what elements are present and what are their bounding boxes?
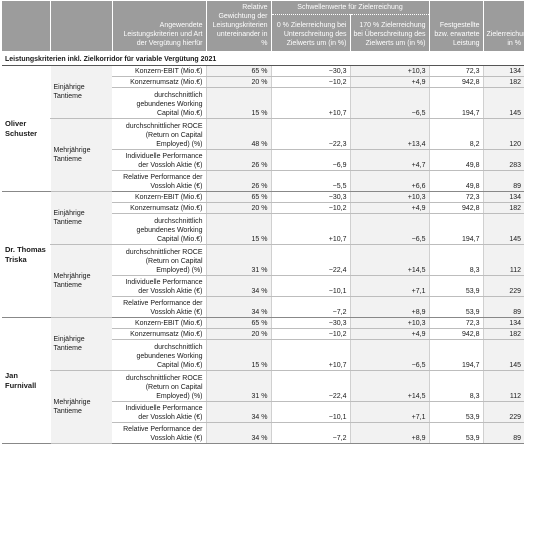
upper-threshold-cell: +6,6	[350, 171, 429, 192]
actual-value-cell: 53,9	[429, 276, 483, 297]
achievement-cell: 283	[483, 150, 524, 171]
actual-value-cell: 53,9	[429, 402, 483, 423]
lower-threshold-cell: −5,5	[271, 171, 350, 192]
achievement-cell: 229	[483, 276, 524, 297]
achievement-cell: 134	[483, 66, 524, 77]
criterion-cell: durchschnittlich gebundenes Working Capital (Mio.€)	[112, 88, 206, 119]
lower-threshold-cell: −10,1	[271, 402, 350, 423]
multi-year-bonus-label: Mehrjährige Tantieme	[50, 245, 112, 318]
actual-value-cell: 72,3	[429, 318, 483, 329]
person-name: Jan Furnivall	[2, 318, 50, 444]
upper-threshold-cell: −6,5	[350, 340, 429, 371]
weight-cell: 26 %	[206, 171, 271, 192]
lower-threshold-cell: −10,2	[271, 203, 350, 214]
actual-value-cell: 49,8	[429, 150, 483, 171]
actual-value-cell: 194,7	[429, 214, 483, 245]
header-actual: Festgestellte bzw. erwartete Leistung	[429, 1, 483, 52]
upper-threshold-cell: +4,9	[350, 77, 429, 88]
multi-year-bonus-label: Mehrjährige Tantieme	[50, 119, 112, 192]
actual-value-cell: 72,3	[429, 66, 483, 77]
weight-cell: 48 %	[206, 119, 271, 150]
achievement-cell: 145	[483, 340, 524, 371]
achievement-cell: 120	[483, 119, 524, 150]
header-blank-2	[50, 1, 112, 52]
upper-threshold-cell: +4,7	[350, 150, 429, 171]
multi-year-bonus-label: Mehrjährige Tantieme	[50, 371, 112, 444]
criterion-cell: Konzern-EBIT (Mio.€)	[112, 66, 206, 77]
upper-threshold-cell: +4,9	[350, 203, 429, 214]
criterion-cell: Relative Performance der Vossloh Aktie (€)	[112, 297, 206, 318]
achievement-cell: 145	[483, 214, 524, 245]
header-criteria: Angewendete Leistungskriterien und Art der Vergütung hierfür	[112, 1, 206, 52]
upper-threshold-cell: +8,9	[350, 297, 429, 318]
lower-threshold-cell: −7,2	[271, 423, 350, 444]
header-weight: Relative Gewichtung der Leistungskriterien untereinander in %	[206, 1, 271, 52]
lower-threshold-cell: −10,2	[271, 329, 350, 340]
achievement-cell: 145	[483, 88, 524, 119]
table-body	[2, 52, 524, 444]
weight-cell: 34 %	[206, 276, 271, 297]
criterion-cell: Individuelle Performance der Vossloh Aktie (€)	[112, 150, 206, 171]
lower-threshold-cell: +10,7	[271, 340, 350, 371]
lower-threshold-cell: −22,4	[271, 371, 350, 402]
annual-bonus-label: Einjährige Tantieme	[50, 318, 112, 371]
section-title: Leistungskriterien inkl. Zielkorridor für variable Vergütung 2021	[2, 52, 524, 66]
lower-threshold-cell: −22,4	[271, 245, 350, 276]
achievement-cell: 134	[483, 192, 524, 203]
header-zero-pct: 0 % Zielerreichung bei Unterschreitung des Zielwerts um (in %)	[271, 15, 350, 52]
annual-bonus-label: Einjährige Tantieme	[50, 192, 112, 245]
lower-threshold-cell: −10,2	[271, 77, 350, 88]
weight-cell: 15 %	[206, 88, 271, 119]
criterion-cell: Individuelle Performance der Vossloh Aktie (€)	[112, 402, 206, 423]
table-header	[2, 1, 548, 52]
weight-cell: 20 %	[206, 203, 271, 214]
achievement-cell: 89	[483, 171, 524, 192]
actual-value-cell: 942,8	[429, 329, 483, 340]
person-name: Dr. Thomas Triska	[2, 192, 50, 318]
upper-threshold-cell: −6,5	[350, 214, 429, 245]
criterion-cell: durchschnittlich gebundenes Working Capital (Mio.€)	[112, 214, 206, 245]
achievement-cell: 182	[483, 329, 524, 340]
weight-cell: 31 %	[206, 245, 271, 276]
criterion-cell: Konzernumsatz (Mio.€)	[112, 77, 206, 88]
target-achievement-table	[2, 1, 548, 444]
criterion-cell: Konzern-EBIT (Mio.€)	[112, 192, 206, 203]
weight-cell: 34 %	[206, 402, 271, 423]
actual-value-cell: 194,7	[429, 340, 483, 371]
criterion-cell: Konzernumsatz (Mio.€)	[112, 203, 206, 214]
lower-threshold-cell: −30,3	[271, 192, 350, 203]
table-row	[2, 371, 524, 402]
lower-threshold-cell: −30,3	[271, 318, 350, 329]
header-max-pct: 170 % Zielerreichung bei Überschreitung des Zielwerts um (in %)	[350, 15, 429, 52]
weight-cell: 15 %	[206, 340, 271, 371]
actual-value-cell: 8,3	[429, 371, 483, 402]
actual-value-cell: 8,3	[429, 245, 483, 276]
upper-threshold-cell: +7,1	[350, 402, 429, 423]
lower-threshold-cell: −10,1	[271, 276, 350, 297]
weight-cell: 26 %	[206, 150, 271, 171]
lower-threshold-cell: −7,2	[271, 297, 350, 318]
header-thresholds-group: Schwellenwerte für Zielerreichung	[271, 1, 429, 15]
upper-threshold-cell: +10,3	[350, 192, 429, 203]
criterion-cell: Individuelle Performance der Vossloh Aktie (€)	[112, 276, 206, 297]
weight-cell: 65 %	[206, 192, 271, 203]
table-row	[2, 192, 524, 203]
actual-value-cell: 53,9	[429, 297, 483, 318]
header-blank-1	[2, 1, 50, 52]
criterion-cell: Konzernumsatz (Mio.€)	[112, 329, 206, 340]
upper-threshold-cell: +7,1	[350, 276, 429, 297]
achievement-cell: 89	[483, 423, 524, 444]
header-achievement: Zielerreichungsgrad in %	[483, 1, 524, 52]
person-name: Oliver Schuster	[2, 66, 50, 192]
actual-value-cell: 72,3	[429, 192, 483, 203]
achievement-cell: 112	[483, 245, 524, 276]
criterion-cell: Konzern-EBIT (Mio.€)	[112, 318, 206, 329]
achievement-cell: 112	[483, 371, 524, 402]
lower-threshold-cell: −30,3	[271, 66, 350, 77]
lower-threshold-cell: −6,9	[271, 150, 350, 171]
actual-value-cell: 942,8	[429, 77, 483, 88]
upper-threshold-cell: −6,5	[350, 88, 429, 119]
achievement-cell: 89	[483, 297, 524, 318]
actual-value-cell: 53,9	[429, 423, 483, 444]
weight-cell: 15 %	[206, 214, 271, 245]
upper-threshold-cell: +4,9	[350, 329, 429, 340]
lower-threshold-cell: +10,7	[271, 88, 350, 119]
actual-value-cell: 194,7	[429, 88, 483, 119]
lower-threshold-cell: −22,3	[271, 119, 350, 150]
upper-threshold-cell: +10,3	[350, 318, 429, 329]
weight-cell: 20 %	[206, 329, 271, 340]
weight-cell: 65 %	[206, 318, 271, 329]
weight-cell: 20 %	[206, 77, 271, 88]
weight-cell: 31 %	[206, 371, 271, 402]
weight-cell: 65 %	[206, 66, 271, 77]
weight-cell: 34 %	[206, 297, 271, 318]
actual-value-cell: 49,8	[429, 171, 483, 192]
table-row	[2, 318, 524, 329]
criterion-cell: durchschnittlicher ROCE (Return on Capital Employed) (%)	[112, 119, 206, 150]
table-row	[2, 245, 524, 276]
table-row	[2, 66, 524, 77]
achievement-cell: 182	[483, 77, 524, 88]
criterion-cell: durchschnittlicher ROCE (Return on Capital Employed) (%)	[112, 245, 206, 276]
achievement-cell: 229	[483, 402, 524, 423]
table-row	[2, 119, 524, 150]
upper-threshold-cell: +13,4	[350, 119, 429, 150]
criterion-cell: Relative Performance der Vossloh Aktie (€)	[112, 171, 206, 192]
achievement-cell: 182	[483, 203, 524, 214]
compensation-table-page	[0, 1, 548, 550]
annual-bonus-label: Einjährige Tantieme	[50, 66, 112, 119]
upper-threshold-cell: +14,5	[350, 371, 429, 402]
upper-threshold-cell: +8,9	[350, 423, 429, 444]
actual-value-cell: 942,8	[429, 203, 483, 214]
criterion-cell: durchschnittlicher ROCE (Return on Capital Employed) (%)	[112, 371, 206, 402]
criterion-cell: durchschnittlich gebundenes Working Capital (Mio.€)	[112, 340, 206, 371]
upper-threshold-cell: +14,5	[350, 245, 429, 276]
actual-value-cell: 8,2	[429, 119, 483, 150]
weight-cell: 34 %	[206, 423, 271, 444]
achievement-cell: 134	[483, 318, 524, 329]
upper-threshold-cell: +10,3	[350, 66, 429, 77]
lower-threshold-cell: +10,7	[271, 214, 350, 245]
criterion-cell: Relative Performance der Vossloh Aktie (€)	[112, 423, 206, 444]
